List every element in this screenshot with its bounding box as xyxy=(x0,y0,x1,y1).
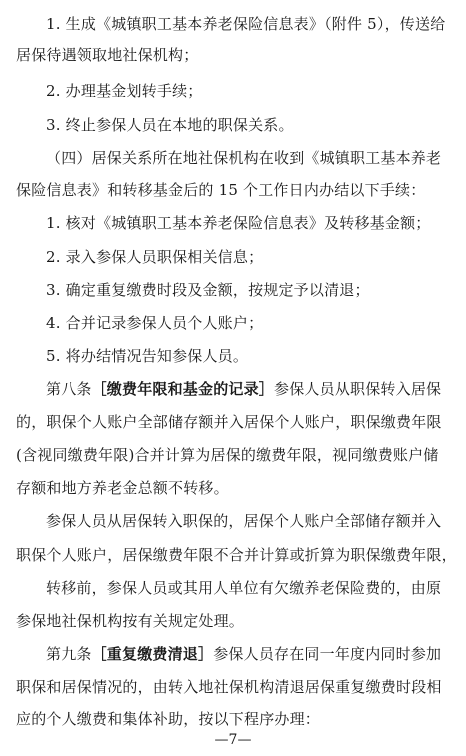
text-line-8: 2. 录入参保人员职保相关信息； xyxy=(46,248,264,266)
article-8-text: 参保人员从职保转入居保 xyxy=(274,380,442,398)
text-line-10: 4. 合并记录参保人员个人账户； xyxy=(46,314,264,332)
article-8-title: ［缴费年限和基金的记录］ xyxy=(91,380,275,398)
article-8-heading-line xyxy=(46,380,441,398)
text-line-9: 3. 确定重复缴费时段及金额，按规定予以清退； xyxy=(46,281,370,299)
text-line-22: 应的个人缴费和集体补助，按以下程序办理： xyxy=(16,710,321,728)
text-line-4: 3. 终止参保人员在本地的职保关系。 xyxy=(46,116,294,134)
text-line-6: 保险信息表》和转移基金后的 15 个工作日内办结以下手续： xyxy=(16,181,426,199)
text-line-1: 1. 生成《城镇职工基本养老保险信息表》（附件 5），传送给 xyxy=(46,15,446,33)
article-9-heading-line xyxy=(46,645,441,663)
text-line-21: 职保和居保情况的，由转入地社保机构清退居保重复缴费时段相 xyxy=(16,678,442,696)
article-8-number: 第八条 xyxy=(46,380,92,398)
article-9-text: 参保人员存在同一年度内同时参加 xyxy=(213,645,442,663)
text-line-3: 2. 办理基金划转手续； xyxy=(46,82,203,100)
text-line-11: 5. 将办结情况告知参保人员。 xyxy=(46,347,249,365)
text-line-2: 居保待遇领取地社保机构； xyxy=(16,46,199,64)
text-line-16: 参保人员从居保转入职保的，居保个人账户全部储存额并入 xyxy=(46,512,442,530)
text-line-13: 的，职保个人账户全部储存额并入居保个人账户，职保缴费年限 xyxy=(16,413,442,431)
text-line-18: 转移前，参保人员或其用人单位有欠缴养老保险费的，由原 xyxy=(46,579,442,597)
text-line-15: 存额和地方养老金总额不转移。 xyxy=(16,479,229,497)
page-number: —7— xyxy=(214,732,252,748)
text-line-19: 参保地社保机构按有关规定处理。 xyxy=(16,612,245,630)
text-line-5: （四）居保关系所在地社保机构在收到《城镇职工基本养老 xyxy=(46,149,442,167)
text-line-14: (含视同缴费年限)合并计算为居保的缴费年限，视同缴费账户储 xyxy=(16,446,439,464)
text-line-7: 1. 核对《城镇职工基本养老保险信息表》及转移基金额； xyxy=(46,214,431,232)
text-line-17: 职保个人账户，居保缴费年限不合并计算或折算为职保缴费年限， xyxy=(16,546,457,564)
article-9-number: 第九条 xyxy=(46,645,92,663)
article-9-title: ［重复缴费清退］ xyxy=(91,645,214,663)
